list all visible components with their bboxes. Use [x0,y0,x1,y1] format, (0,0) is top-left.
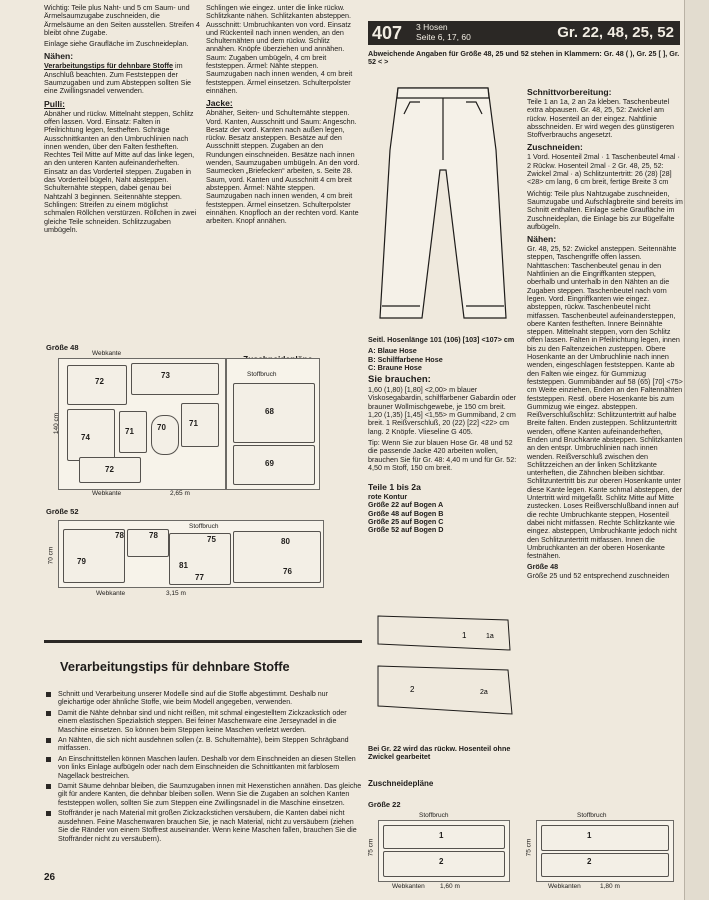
cutting-plan-48-right: Stoffbruch 68 69 [226,358,320,490]
webkante-bottom-48: Webkante [92,490,122,497]
banner-title: 3 Hosen [416,22,448,32]
width-140: 140 cm [53,412,61,435]
zuschn-heading: Zuschneiden: [527,142,583,153]
left-naehen-heading: Nähen: [44,51,74,62]
right-wichtig: Wichtig: Teile plus Nahtzugabe zuschneiden, Saumzugabe und Aufschlagbreite sind bereits im Schnitt enthalten. Einlage siehe Graufläche im Zuschneideplan, die Einlage bis zur Bügelfalte aufbügeln. [527,188,683,231]
pulli-heading: Pulli: [44,98,66,109]
banner-title-block [416,23,471,42]
svg-text:1: 1 [462,631,467,640]
left-wichtig: Wichtig: Teile plus Naht- und 5 cm Saum- und Ärmelsaumzugabe zuschneiden, die Ärmelsäume an den Seiten ausstellen. Streifen 4 bleibt ohne Zugabe. [44,3,200,37]
pattern-pieces-sketch [370,610,518,728]
cutting-plan-48-hose: Stoffbruch 1 2 [536,820,674,882]
brauchen-heading: Sie brauchen: [368,374,431,386]
right-naehen-text: Gr. 48, 25, 52: Zwickel ansteppen. Seitennähte steppen, Taschengriffe offen lassen. Nahttaschen: Taschenbeutel genau in den Nahtlinien an die Eingriffkanten steppen, oberhalb und unterhalb in den Nähten an die Zugaben steppen. Taschenbeutel nach vorn legen. Vord. Eingriffkanten wie eingez. absteppen, rückw. Taschenbeutel nicht mitfassen. Taschenbeutel aufeinandersteppen, obere Kanten festheften. Innere Beinnähte steppen. Mittelnaht steppen, vorn den Schlitz offen lassen. Falten in Pfeilrichtung legen, innen bis zu den Faltenzeichen zusteppen. Obere Hosenkante an der Umbruchlinie nach innen wenden, eingeschlagen feststeppen. Kante ab den Falten wie eingez. für Gummizug feststeppen. Gummibänder auf 58 (65) [70] <75> cm Weite einziehen, Enden an den Faltennähten feststeppen. Restl. obere Hosenkante bis zum Gummizug wie eingez. absteppen. Reißverschlußschlitz: Schlitzuntertritt auf halbe Breite falten. Enden zusteppen. Schlitzuntertritt wenden, offene Kanten aufeinanderheften, Enden und Bruchkante absteppen. Schlitzkanten an den entspr. Umbruchlinien nach innen wenden. Reißverschluß zwischen den Schlitzzeichen an der linken Schlitzkante unterheften, die Zähnchen bleiben sichtbar. Schlitzuntertritt bis zur oberen Hosenkante unter diese Kante legen. Kante schmal absteppen, der Untertritt wird mitgefaßt. Schlitz Mitte auf Mitte zustecken. Loses Reißverschlußband innen auf die rechte Umbruchkante steppen, Hosenteil dabei nicht mitfassen. Rechte Schlitzkante wie eingez. absteppen, Umbruchkante jedoch nicht den Schlitzuntertritt mitfassen. Innen die Umbruchkanten an der oberen Hosenkante festnähen. [527,244,683,561]
tip-2: Damit die Nähte dehnbar sind und nicht reißen, mit schmal eingestelltem Zickzackstich oder einem elastischen Spezialstich steppen. Bei feiner Maschenware eine Jerseynadel in die Maschine einsetzen. So können beim Steppen keine Maschen verletzt werden. [46,709,362,734]
variant-a: A: Blaue Hose [368,346,417,356]
left-text-column [44,4,200,237]
width-75-22: 75 cm [367,838,375,857]
variant-b: B: Schilffarbene Hose [368,354,443,364]
cutting-plan-48-left: 72 73 74 71 70 71 72 [58,358,226,490]
cutting-plan-52: Stoffbruch 78 78 75 80 79 81 77 76 [58,520,324,588]
svg-text:2: 2 [410,685,415,694]
webkante-top-48: Webkante [92,350,122,357]
pulli-text: Abnäher und rückw. Mittelnaht steppen, Schlitz offen lassen. Vord. Einsatz: Falten in Pfeilrichtung legen, festheften. Schräge Ausschnittkanten an den Umbruchlinien nach innen wenden, über den Falten festheften. Rechtes Teil Mitte auf Mitte auf das linke legen, an den unteren Kanten aufeinanderheften. Einsatz an das Vorderteil steppen. Zugaben in das Vorderteil bügeln, Naht absteppen. Schulternähte steppen, dabei genau bei Nahtzahl 3 beginnen. Seitennähte steppen. Schlingen: Streifen zu einem möglichst schmalen Röllchen verstürzen. Röllchen in zwei gleiche Teile schneiden. Schlitzzugaben umbügeln. [44,108,197,234]
zuschn-text: 1 Vord. Hosenteil 2mal · 1 Taschenbeutel 4mal · 2 Rückw. Hosenteil 2mal · 2 Gr. 48, 25, 52: Zwickel 2mal · a) Schlitzuntertritt: 26 (28) [28] <28> cm lang, 6 cm breit, fertige Breite 3 cm [527,152,680,187]
section-rule [44,640,362,643]
bogen-22: Größe 22 auf Bogen A [368,500,444,510]
length-52: 3,15 m [166,590,186,597]
next-page-edge [684,0,709,900]
left-naehen-sub: Verarbeitungstips für dehnbare Stoffe [44,61,173,71]
size-48-label: Größe 48 [46,343,79,352]
svg-text:2a: 2a [480,689,488,696]
section-title: Verarbeitungstips für dehnbare Stoffe [60,659,290,674]
right-size-48-sub: Größe 25 und 52 entsprechend zuschneiden [527,570,670,580]
banner-pages: Seite 6, 17, 60 [416,31,471,42]
variant-c: C: Braune Hose [368,362,422,372]
webkante-52: Webkante [96,590,126,597]
rote-kontur: rote Kontur [368,492,408,502]
tip-5: Damit Säume dehnbar bleiben, die Saumzugaben innen mit Hexenstichen annähen. Das gleiche gilt für andere Kanten, die dehnbar bleiben sollen. Wenn Sie die Zugaben an solchen Kanten feststeppen wollen, sollten Sie zum Steppen eine Zwillingsnadel in die Maschine einsetzen. [46,782,362,807]
right-naehen-heading: Nähen: [527,234,557,245]
zuschneideplaene-22-title: Zuschneidepläne [368,779,434,788]
length-22: 1,60 m [440,883,460,890]
abweichend-note: Abweichende Angaben für Größe 48, 25 und 52 stehen in Klammern: Gr. 48 ( ), Gr. 25 [ ], Gr. 52 < > [368,49,680,67]
left-einlage: Einlage siehe Graufläche im Zuschneideplan. [44,39,189,49]
pattern-banner [368,21,680,45]
jacke-heading: Jacke: [206,98,233,109]
mid-text-1: Schlingen wie eingez. unter die linke rückw. Schlitzkante nähen. Schlitzkanten absteppen. Ausschnitt: Umbruchkanten von vord. Einsatz und Rückenteil nach innen wenden, an den Schulternähten und dem rückw. Schlitz annähen. Knöpfe überziehen und annähen. Saum: Zugaben umbügeln, 4 cm breit feststeppen. Ärmel: Nähte steppen. Saumzugaben nach innen wenden, 4 cm breit feststeppen. Ärmel einsetzen. Schulterpolster einnähen. [206,3,353,95]
brauchen-text: 1,60 (1,80) [1,80] <2,00> m blauer Viskosegabardin, schilffarbener Gabardin oder brauner Wollmischgewebe, je 150 cm breit. 1,20 (1,35) [1,45] <1,55> m Gummiband, 2 cm breit. 1 Reißverschluß, 20 (22) [22] <22> cm lang. 2 Knöpfe. Vlieseline G 405. [368,385,516,436]
trousers-illustration [368,80,518,330]
bogen-48: Größe 48 auf Bogen B [368,508,444,518]
size-22-label: Größe 22 [368,800,401,809]
length-48: 2,65 m [170,490,190,497]
webkanten-22: Webkanten [392,883,425,890]
size-52-label: Größe 52 [46,507,79,516]
tips-list [46,690,362,845]
webkanten-48: Webkanten [548,883,581,890]
schnitt-heading: Schnittvorbereitung: [527,87,612,97]
page-number: 26 [44,872,56,883]
bogen-52: Größe 52 auf Bogen D [368,525,444,535]
tip-6: Stoffränder je nach Material mit großen Zickzackstichen versäubern, die Kanten dabei nicht ausdehnen. Feine Maschenwaren brauchen Sie, je nach Material, nicht zu versäubern (ziehen Sie die Ränder von einem Stoffrest auseinander. Wenn keine Maschen fallen, brauchen Sie die Stoffränder nicht zu versäubern). [46,809,362,843]
length-48-hose: 1,80 m [600,883,620,890]
left-naehen-text: im Anschluß beachten. Zum Feststeppen der Saumzugaben und zum Absteppen sollten Sie eine Zwillingsnadel verwenden. [44,61,192,96]
jacke-text: Abnäher, Seiten- und Schulternähte steppen. Vord. Kanten, Ausschnitt und Saum: Angeschn. Besatz der vord. Kanten nach außen legen, rückw. Besatz ansteppen. Besätze auf den Ausschnitt steppen. Zugaben an den Rundungen einschneiden. Besätze nach innen wenden, Saumzugaben umbügeln. An den vord. Saumecken „Briefecken“ arbeiten, s. Seite 28. Saum, vord. Kanten und Ausschnitt 4 cm breit absteppen. Ärmel: Nähte steppen. Saumzugaben nach innen wenden, 4 cm breit feststeppen. Ärmel einsetzen. Schulterpolster einnähen. Knopfloch an der rechten vord. Kante arbeiten. Knopf annähen. [206,108,360,226]
cutting-plan-22: Stoffbruch 1 2 [378,820,510,882]
pattern-number: 407 [372,23,403,43]
schnitt-text: Teile 1 an 1a, 2 an 2a kleben. Taschenbeutel extra abpausen. Gr. 48, 25, 52: Zwickel am rückw. Hosenteil an der eingez. Nahtlinie absschneiden. Er wird wegen des günstigeren Stoffverbrauchs angesetzt. [527,97,675,140]
width-70: 70 cm [47,546,55,565]
bogen-note: Bei Gr. 22 wird das rückw. Hosenteil ohne Zwickel gearbeitet [368,744,511,762]
tip-1: Schnitt und Verarbeitung unserer Modelle sind auf die Stoffe abgestimmt. Deshalb nur gleichartige oder ähnliche Stoffe, wie beim Modell angegeben, verwenden. [46,690,362,707]
middle-text-column [206,4,360,228]
right-text-column [527,84,683,580]
width-75-48: 75 cm [525,838,533,857]
hose-info-column [368,336,518,535]
tip-4: An Einschnittstellen können Maschen laufen. Deshalb vor dem Einschneiden an diesen Stellen von links Einlage aufbügeln oder nach dem Einschneiden die Schnittkanten mit farblosem Nagellack bestreichen. [46,755,362,780]
right-size-48: Größe 48 [527,562,559,572]
bogen-25: Größe 25 auf Bogen C [368,517,444,527]
hose-length: Seitl. Hosenlänge 101 (106) [103] <107> cm [368,335,515,344]
hose-tip: Tip: Wenn Sie zur blauen Hose Gr. 48 und 52 die passende Jacke 420 arbeiten wollen, brauchen Sie für Gr. 48: 4,40 m und für Gr. 52: 4,50 m Stoff, 150 cm breit. [368,437,517,472]
tip-3: An Nähten, die sich nicht ausdehnen sollen (z. B. Schulternähte), beim Steppen Schrägband mitfassen. [46,736,362,753]
teile-heading: Teile 1 bis 2a [368,482,421,493]
banner-sizes: Gr. 22, 48, 25, 52 [557,24,674,41]
svg-text:1a: 1a [486,633,494,640]
